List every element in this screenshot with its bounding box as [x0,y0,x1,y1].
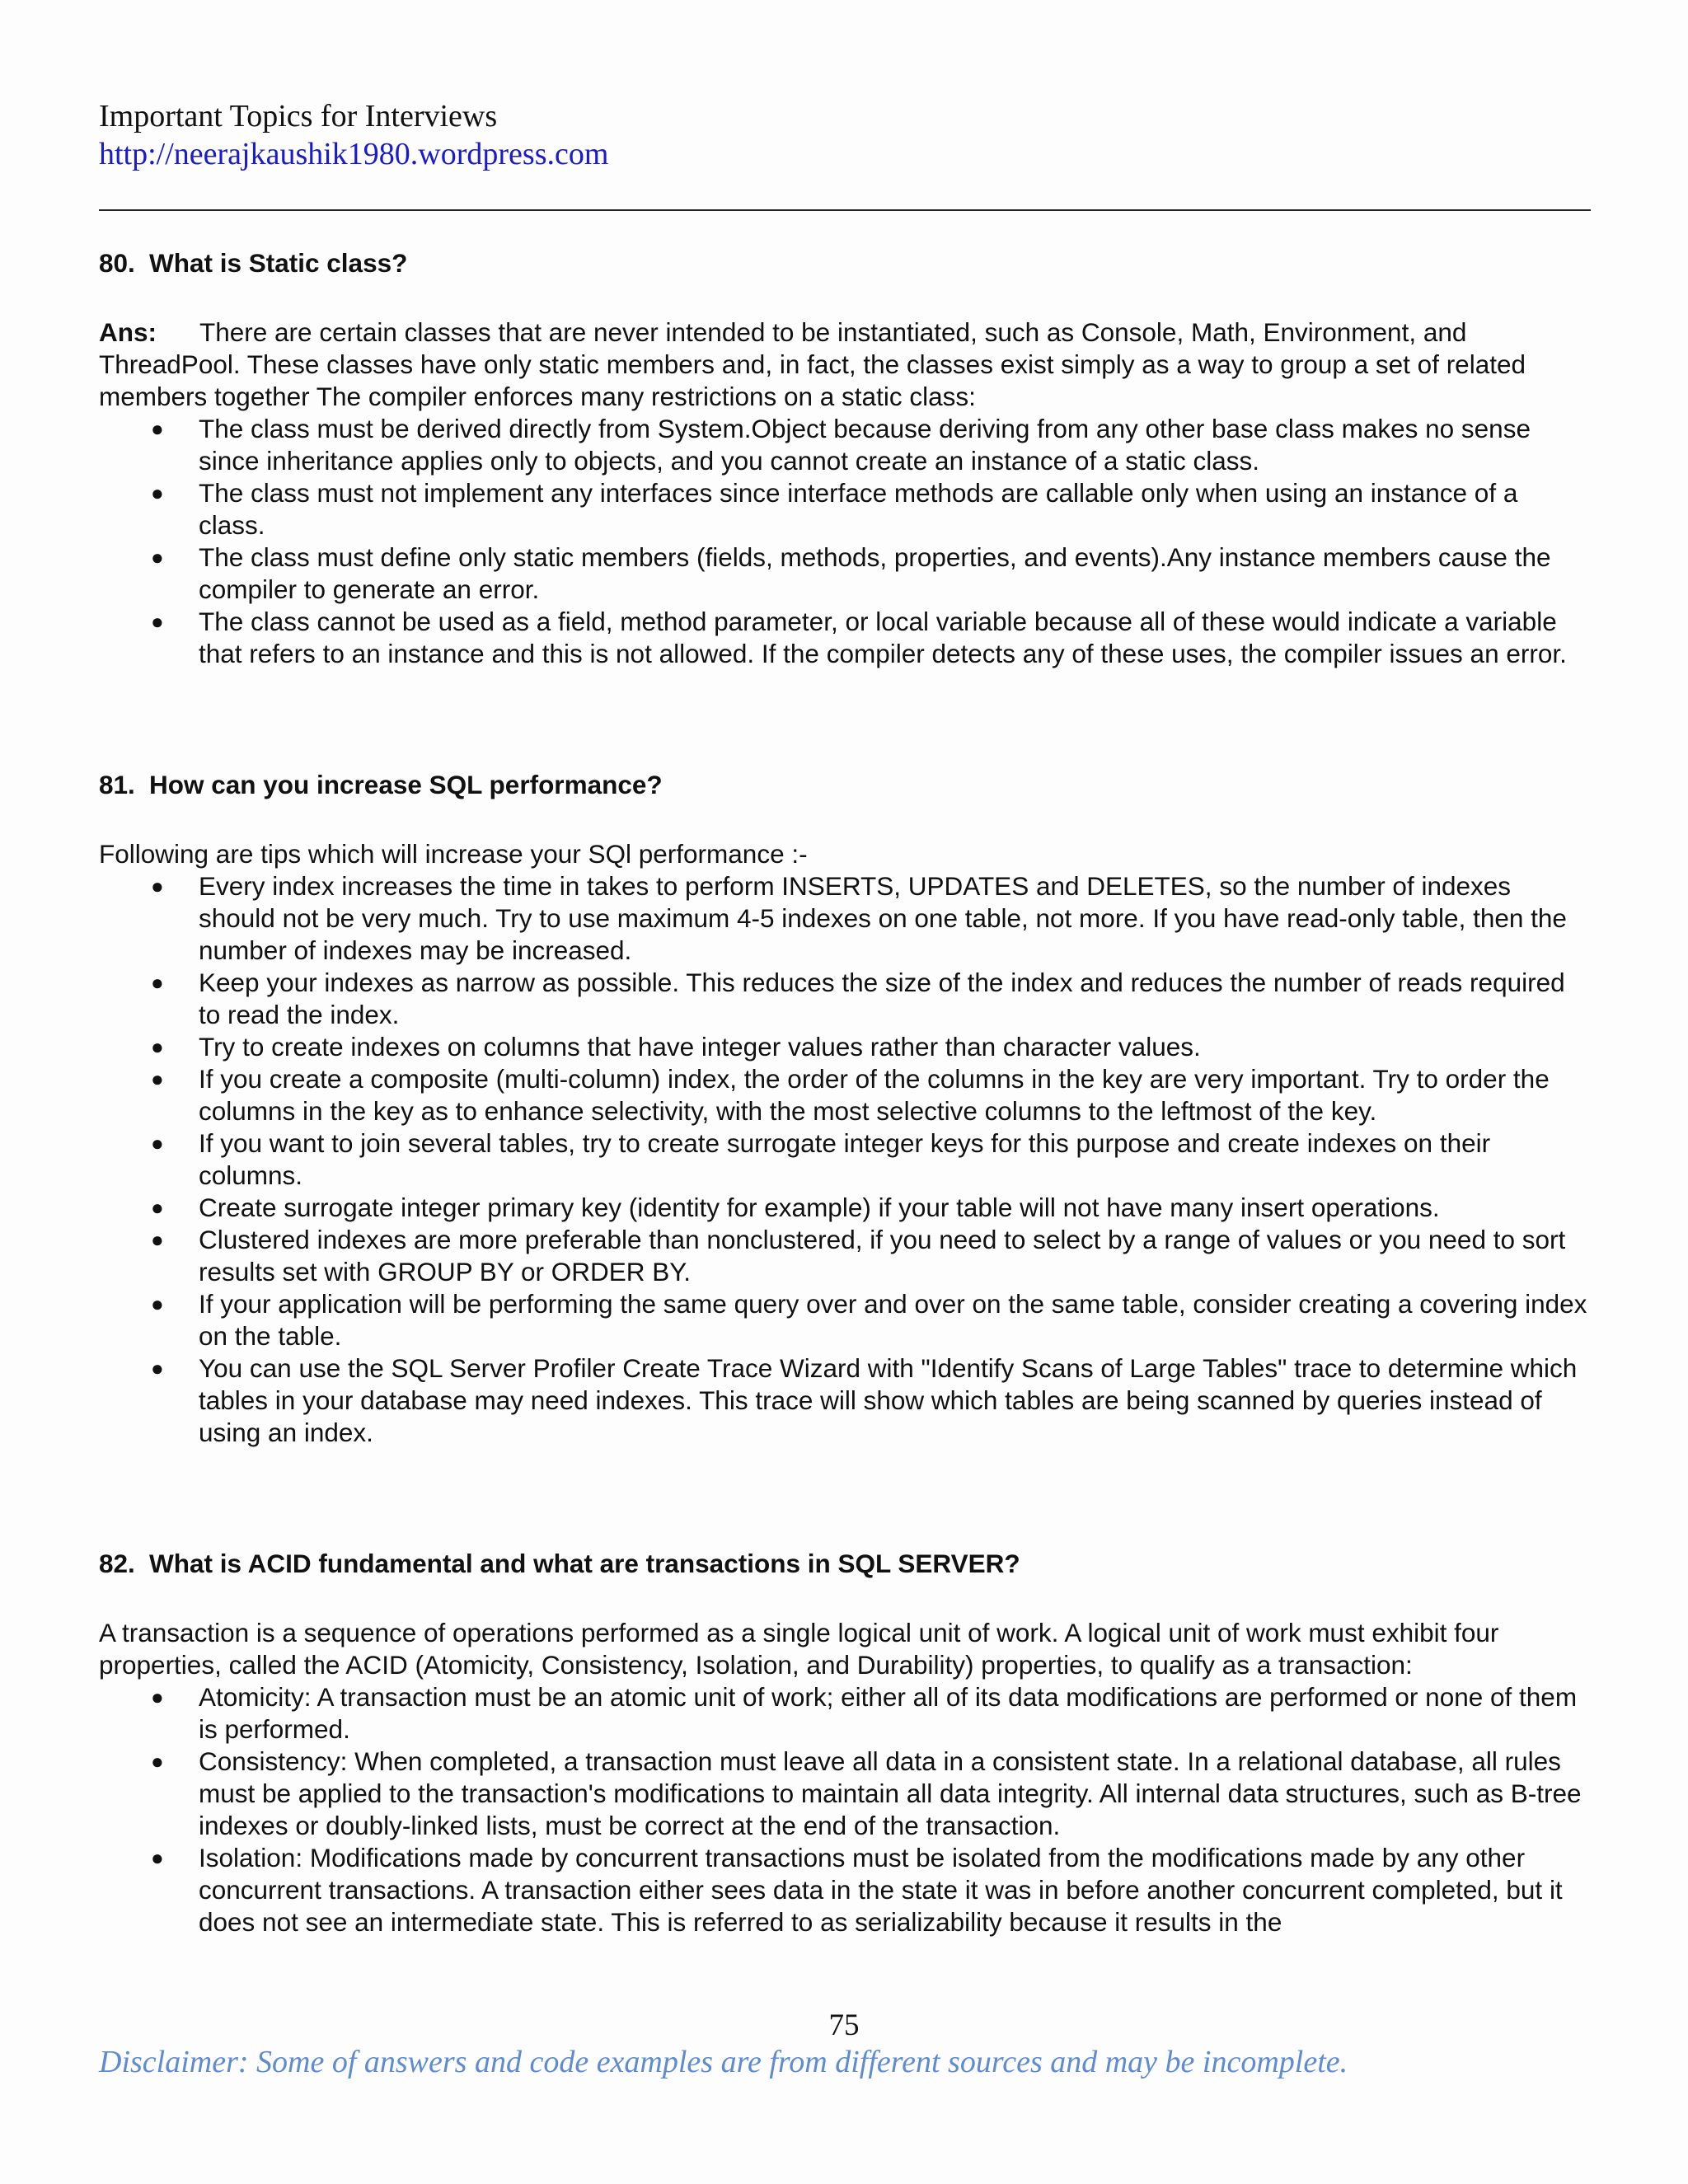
question-heading [99,1548,1591,1580]
disclaimer-text: Disclaimer: Some of answers and code examples are from different sources and may be incomplete. [99,2045,1348,2079]
page-number: 75 [828,2008,860,2042]
bullet-icon: ● [151,1195,164,1220]
list-item-text: Keep your indexes as narrow as possible. This reduces the size of the index and reduces the number of reads required to read the index. [199,968,1565,1029]
list-item [99,606,1591,670]
list-item [99,1842,1591,1938]
list-item [99,1192,1591,1224]
list-item-text: If your application will be performing the same query over and over on the same table, consider creating a covering index on the table. [199,1289,1587,1351]
section-80 [99,247,1591,670]
list-item-text: Atomicity: A transaction must be an atomic unit of work; either all of its data modifications are performed or none of them is performed. [199,1682,1578,1744]
list-item-text: The class must define only static members (fields, methods, properties, and events).Any instance members cause the compiler to generate an error. [199,542,1551,604]
page-content [99,247,1591,1938]
bullet-icon: ● [151,1066,164,1091]
list-item [99,541,1591,606]
page-header [99,97,1591,173]
list-item [99,1746,1591,1842]
list-item [99,1352,1591,1449]
answer-intro: Following are tips which will increase your SQl performance :- [99,839,808,869]
list-item [99,1063,1591,1127]
bullet-icon: ● [151,874,164,898]
question-number: 81. [99,770,135,799]
bullet-icon: ● [151,1749,164,1774]
list-item [99,870,1591,967]
question-number: 82. [99,1549,135,1578]
header-url-link[interactable]: http://neerajkaushik1980.wordpress.com [99,137,609,171]
list-item [99,1127,1591,1192]
header-divider [99,209,1591,211]
question-heading [99,247,1591,279]
section-81 [99,769,1591,1449]
list-item-text: If you want to join several tables, try to create surrogate integer keys for this purpose and create indexes on their columns. [199,1128,1491,1190]
bullet-icon: ● [151,480,164,505]
answer-label: Ans: [99,317,157,347]
bullet-icon: ● [151,609,164,634]
bullet-icon: ● [151,1845,164,1870]
list-item-text: Isolation: Modifications made by concurrent transactions must be isolated from the modifications made by any other concurrent transactions. A transaction either sees data in the state it was in before another concurrent completed, but it does not see an intermediate state. This is referred to as serializability because it results in the [199,1843,1563,1937]
list-item-text: Consistency: When completed, a transaction must leave all data in a consistent state. In a relational database, all rules must be applied to the transaction's modifications to maintain all data integrity. All internal data structures, such as B-tree indexes or doubly-linked lists, must be correct at the end of the transaction. [199,1746,1582,1840]
bullet-icon: ● [151,1356,164,1380]
list-item-text: Clustered indexes are more preferable than nonclustered, if you need to select by a range of values or you need to sort results set with GROUP BY or ORDER BY. [199,1225,1566,1286]
question-title: What is ACID fundamental and what are transactions in SQL SERVER? [149,1549,1020,1578]
header-title: Important Topics for Interviews [99,99,498,134]
list-item-text: If you create a composite (multi-column) index, the order of the columns in the key are very important. Try to order the columns in the key as to enhance selectivity, with the most selective columns to the leftmost of the key. [199,1064,1550,1126]
bullet-icon: ● [151,1291,164,1316]
question-heading [99,769,1591,801]
list-item [99,477,1591,541]
answer-paragraph [99,316,1591,413]
bullet-icon: ● [151,416,164,441]
answer-intro: There are certain classes that are never intended to be instantiated, such as Console, Math, Environment, and ThreadPool. These classes have only static members and, in fact, the classes exist simply as a way to group a set of related members together The compiler enforces many restrictions on a static class: [99,317,1526,411]
bullet-list [99,413,1591,670]
bullet-icon: ● [151,1227,164,1252]
list-item [99,1681,1591,1746]
list-item-text: Every index increases the time in takes to perform INSERTS, UPDATES and DELETES, so the number of indexes should not be very much. Try to use maximum 4-5 indexes on one table, not more. If you have read-only table, then the number of indexes may be increased. [199,871,1567,965]
bullet-icon: ● [151,1685,164,1709]
bullet-icon: ● [151,970,164,995]
bullet-list [99,1681,1591,1938]
question-title: How can you increase SQL performance? [149,770,663,799]
question-number: 80. [99,248,135,278]
bullet-list [99,870,1591,1449]
section-82 [99,1548,1591,1938]
list-item-text: The class must be derived directly from System.Object because deriving from any other base class makes no sense since inheritance applies only to objects, and you cannot create an instance of a static class. [199,414,1531,476]
list-item [99,1031,1591,1063]
list-item-text: The class must not implement any interfaces since interface methods are callable only when using an instance of a class. [199,478,1518,540]
list-item [99,1224,1591,1288]
question-title: What is Static class? [149,248,408,278]
list-item-text: Try to create indexes on columns that have integer values rather than character values. [199,1032,1201,1062]
bullet-icon: ● [151,545,164,569]
list-item-text: The class cannot be used as a field, method parameter, or local variable because all of these would indicate a variable that refers to an instance and this is not allowed. If the compiler detects any of these uses, the compiler issues an error. [199,607,1567,668]
list-item [99,413,1591,477]
list-item-text: Create surrogate integer primary key (identity for example) if your table will not have many insert operations. [199,1193,1440,1222]
list-item [99,1288,1591,1352]
bullet-icon: ● [151,1131,164,1155]
bullet-icon: ● [151,1034,164,1059]
answer-intro: A transaction is a sequence of operations performed as a single logical unit of work. A logical unit of work must exhibit four properties, called the ACID (Atomicity, Consistency, Isolation, and Durability) properties, to qualify as a transaction: [99,1618,1499,1680]
list-item [99,967,1591,1031]
list-item-text: You can use the SQL Server Profiler Create Trace Wizard with "Identify Scans of Large Tables" trace to determine which tables in your database may need indexes. This trace will show which tables are being scanned by queries instead of using an index. [199,1353,1578,1447]
